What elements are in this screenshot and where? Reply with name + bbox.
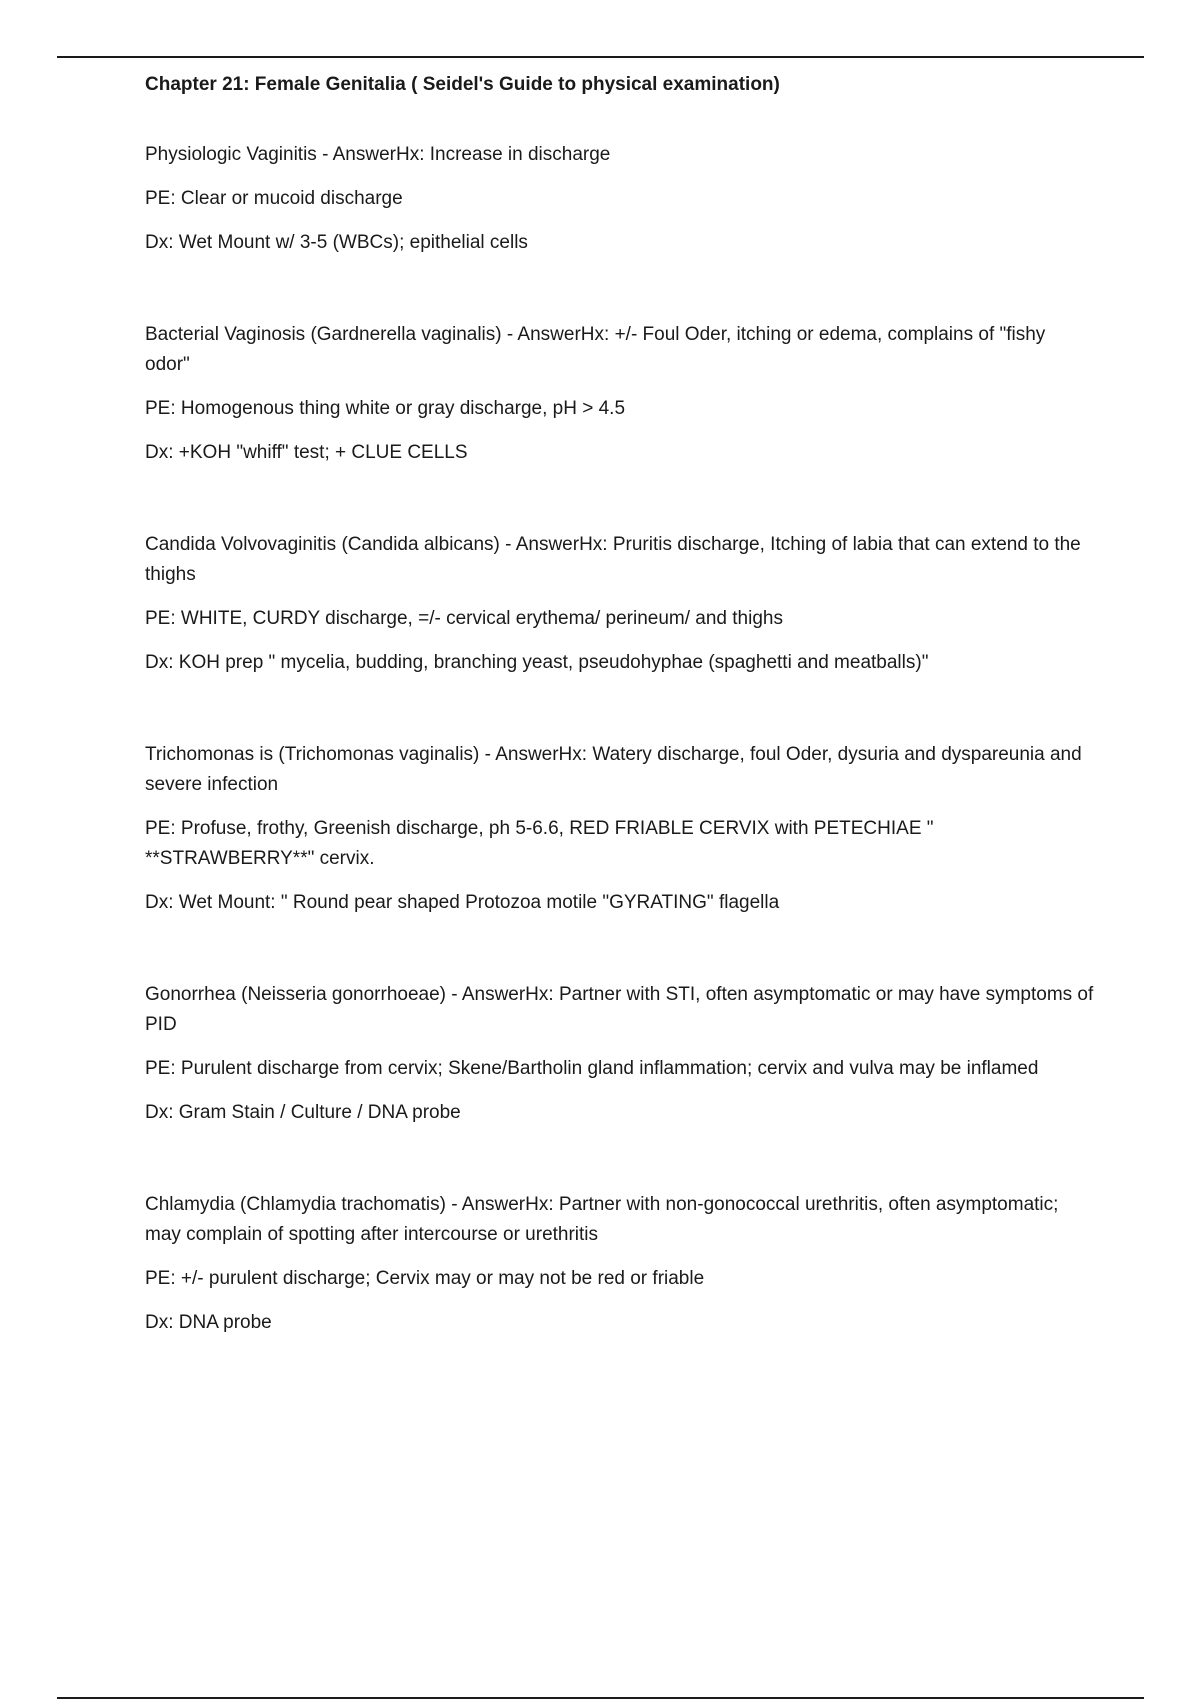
entry-chlamydia: [145, 1190, 1095, 1338]
entry-diagnosis: Dx: +KOH "whiff" test; + CLUE CELLS: [145, 442, 468, 463]
top-rule: [57, 56, 1144, 58]
entry-history: Trichomonas is (Trichomonas vaginalis) - AnswerHx: Watery discharge, foul Oder, dysuria and dyspareunia and severe infection: [145, 744, 1082, 795]
entry-candida-volvovaginitis: [145, 530, 1095, 678]
entry-diagnosis: Dx: KOH prep " mycelia, budding, branching yeast, pseudohyphae (spaghetti and meatballs)": [145, 652, 929, 673]
entry-bacterial-vaginosis: [145, 320, 1095, 468]
entry-history: Gonorrhea (Neisseria gonorrhoeae) - AnswerHx: Partner with STI, often asymptomatic or may have symptoms of PID: [145, 984, 1094, 1035]
entry-physical-exam: PE: Clear or mucoid discharge: [145, 188, 403, 209]
entry-history: Bacterial Vaginosis (Gardnerella vaginalis) - AnswerHx: +/- Foul Oder, itching or edema, complains of "fishy odor": [145, 324, 1046, 375]
entry-trichomonas: [145, 740, 1095, 918]
entry-physical-exam: PE: +/- purulent discharge; Cervix may or may not be red or friable: [145, 1268, 705, 1289]
entry-gonorrhea: [145, 980, 1095, 1128]
document-body: [145, 70, 1095, 1400]
entry-physical-exam: PE: Profuse, frothy, Greenish discharge, ph 5-6.6, RED FRIABLE CERVIX with PETECHIAE " **STRAWBERRY**" cervix.: [145, 818, 934, 869]
entry-diagnosis: Dx: DNA probe: [145, 1312, 272, 1333]
entry-history: Physiologic Vaginitis - AnswerHx: Increase in discharge: [145, 144, 611, 165]
entry-history: Candida Volvovaginitis (Candida albicans) - AnswerHx: Pruritis discharge, Itching of labia that can extend to the thighs: [145, 534, 1081, 585]
entry-physical-exam: PE: WHITE, CURDY discharge, =/- cervical erythema/ perineum/ and thighs: [145, 608, 783, 629]
entry-diagnosis: Dx: Gram Stain / Culture / DNA probe: [145, 1102, 461, 1123]
entry-diagnosis: Dx: Wet Mount: " Round pear shaped Protozoa motile "GYRATING" flagella: [145, 892, 780, 913]
bottom-rule: [57, 1697, 1144, 1699]
entry-physical-exam: PE: Homogenous thing white or gray discharge, pH > 4.5: [145, 398, 626, 419]
entry-physical-exam: PE: Purulent discharge from cervix; Skene/Bartholin gland inflammation; cervix and vulva may be inflamed: [145, 1058, 1039, 1079]
entry-physiologic-vaginitis: [145, 140, 1095, 258]
entry-history: Chlamydia (Chlamydia trachomatis) - AnswerHx: Partner with non-gonococcal urethritis, often asymptomatic; may complain of spotting after intercourse or urethritis: [145, 1194, 1059, 1245]
chapter-title: Chapter 21: Female Genitalia ( Seidel's Guide to physical examination): [145, 74, 780, 95]
entry-diagnosis: Dx: Wet Mount w/ 3-5 (WBCs); epithelial cells: [145, 232, 528, 253]
